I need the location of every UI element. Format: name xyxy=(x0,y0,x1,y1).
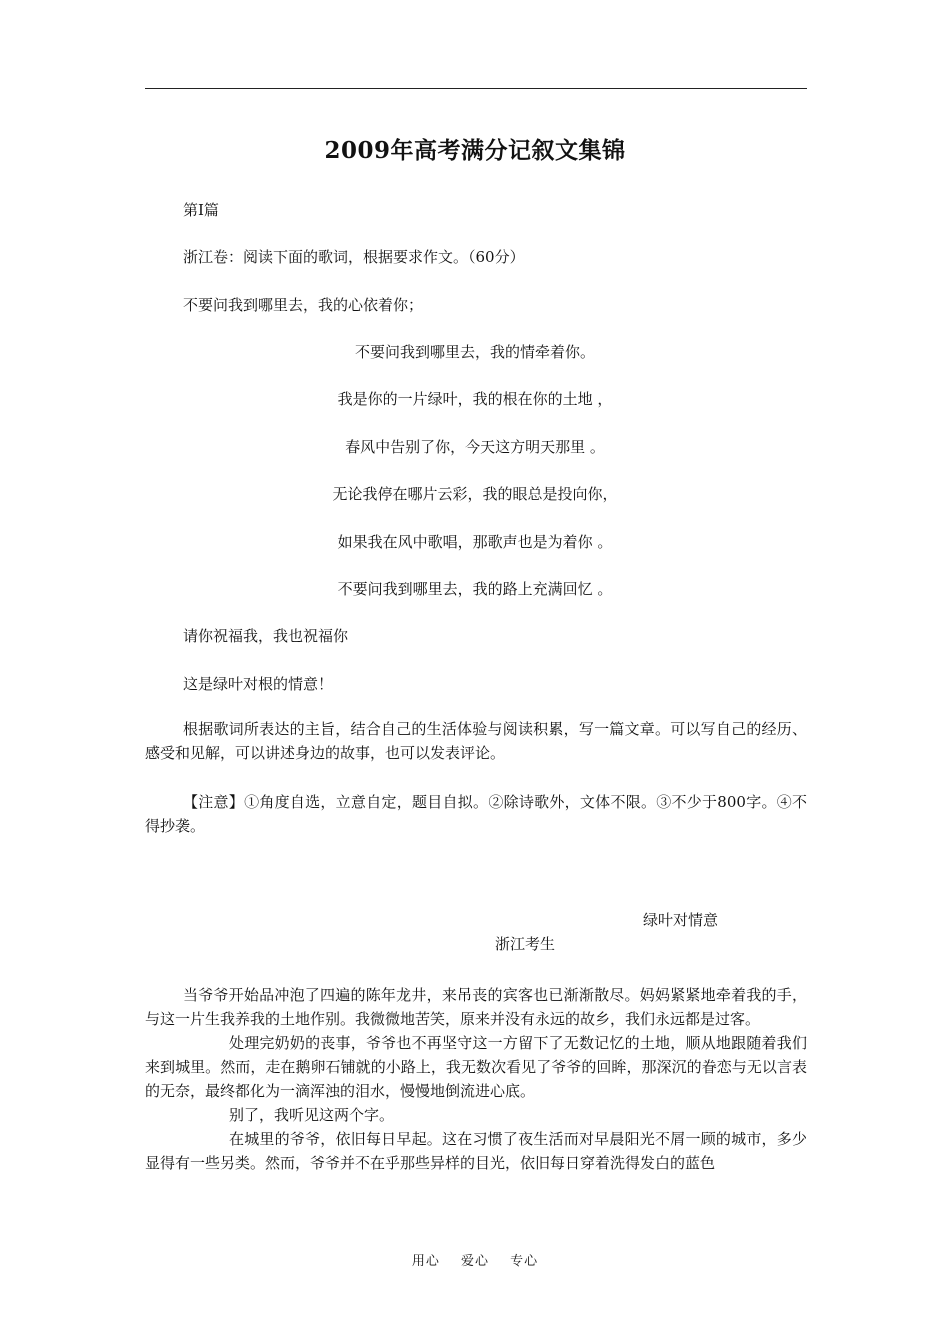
prompt-intro: 浙江卷：阅读下面的歌词，根据要求作文。（60分） xyxy=(183,248,525,266)
footer-item: 专心 xyxy=(510,1254,539,1269)
lyric-line: 无论我停在哪片云彩，我的眼总是投向你， xyxy=(332,485,618,503)
lyric-line: 我是你的一片绿叶，我的根在你的土地 ， xyxy=(337,390,613,408)
lyric-line: 请你祝福我，我也祝福你 xyxy=(183,627,349,645)
essay-body xyxy=(145,983,807,1175)
page-footer xyxy=(0,1250,950,1269)
lyric-line: 不要问我到哪里去，我的路上充满回忆 。 xyxy=(337,580,613,598)
section-label: 第Ⅰ篇 xyxy=(183,201,219,219)
document-title: 2009年高考满分记叙文集锦 xyxy=(324,137,626,164)
writing-note xyxy=(145,790,807,838)
footer-item: 爱心 xyxy=(460,1254,489,1269)
footer-item: 用心 xyxy=(411,1254,440,1269)
requirement-text: 根据歌词所表达的主旨，结合自己的生活体验与阅读积累，写一篇文章。可以写自己的经历、感受和见解，可以讲述身边的故事，也可以发表评论。 xyxy=(145,720,807,762)
essay-paragraph: 当爷爷开始品冲泡了四遍的陈年龙井，来吊丧的宾客也已渐渐散尽。妈妈紧紧地牵着我的手，与这一片生我养我的土地作别。我微微地苦笑，原来并没有永远的故乡，我们永远都是过客。 xyxy=(145,986,807,1028)
essay-paragraph: 处理完奶奶的丧事，爷爷也不再坚守这一方留下了无数记忆的土地，顺从地跟随着我们来到城里。然而，走在鹅卵石铺就的小路上，我无数次看见了爷爷的回眸，那深沉的眷恋与无以言表的无奈，最终都化为一滴浑浊的泪水，慢慢地倒流进心底。 xyxy=(145,1034,807,1100)
lyric-line: 春风中告别了你，今天这方明天那里 。 xyxy=(345,438,605,456)
essay-paragraph: 别了，我听见这两个字。 xyxy=(229,1106,395,1124)
essay-author: 浙江考生 xyxy=(495,935,556,953)
lyric-line: 不要问我到哪里去，我的情牵着你。 xyxy=(354,343,595,361)
writing-requirement xyxy=(145,717,807,765)
lyric-line: 如果我在风中歌唱，那歌声也是为着你 。 xyxy=(337,533,613,551)
essay-paragraph: 在城里的爷爷，依旧每日早起。这在习惯了夜生活而对早晨阳光不屑一顾的城市，多少显得有一些另类。然而，爷爷并不在乎那些异样的目光，依旧每日穿着洗得发白的蓝色 xyxy=(145,1130,807,1172)
note-text: 【注意】①角度自选，立意自定，题目自拟。②除诗歌外，文体不限。③不少于800字。④不得抄袭。 xyxy=(145,793,807,835)
essay-title: 绿叶对情意 xyxy=(643,911,719,929)
lyric-line: 这是绿叶对根的情意！ xyxy=(183,675,334,693)
header-rule xyxy=(145,88,807,89)
lyric-line: 不要问我到哪里去，我的心依着你； xyxy=(183,296,424,314)
